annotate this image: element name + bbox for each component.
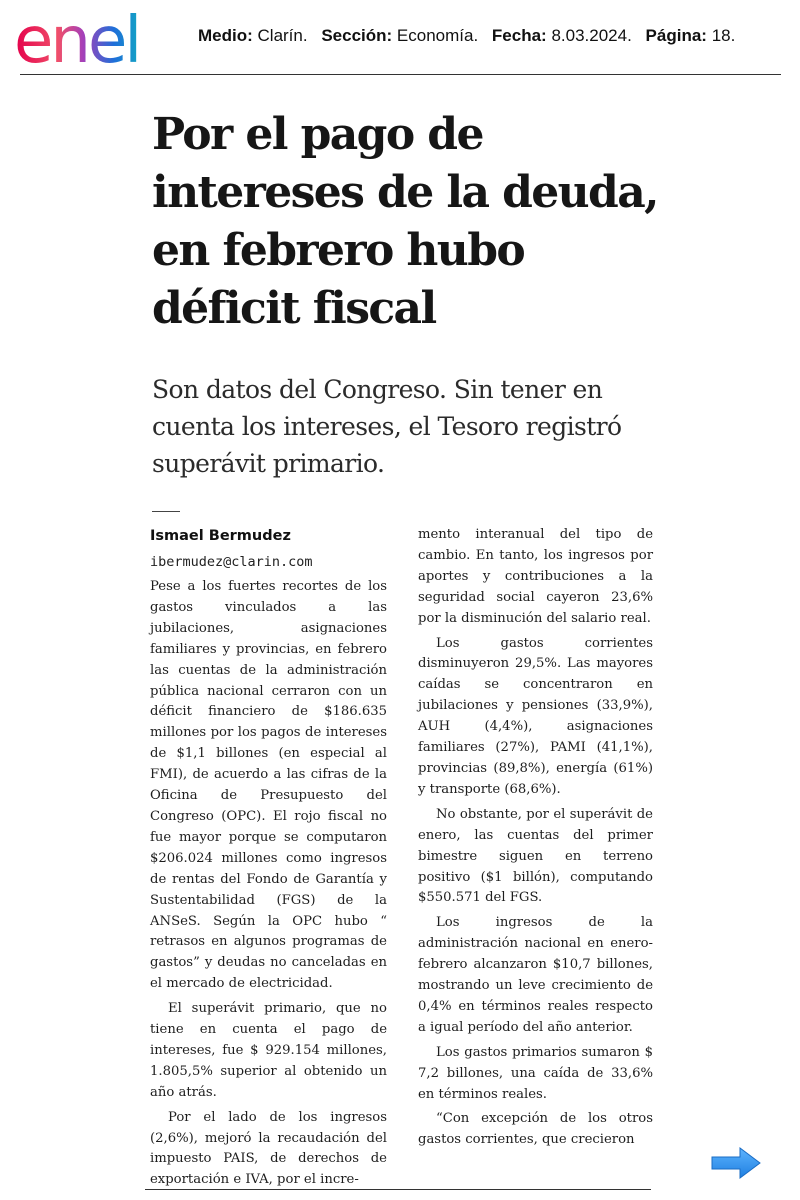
body-paragraph: Los ingresos de la administración nacional en enero-febrero alcanzaron $10,7 billones, mostrando un leve crecimiento de 0,4% en términos reales respecto a igual período del año anterior. — [418, 915, 653, 1035]
body-paragraph: “Con excepción de los otros gastos corrientes, que crecieron — [418, 1111, 653, 1148]
body-paragraph: Por el lado de los ingresos (2,6%), mejoró la recaudación del impuesto PAIS, de derechos de exportación e IVA, por el incre- — [150, 1109, 387, 1188]
next-arrow-icon[interactable] — [710, 1146, 762, 1180]
fecha-value: 8.03.2024. — [551, 26, 632, 45]
byline-divider — [152, 511, 180, 512]
article-column-1 — [150, 525, 387, 1195]
fecha-label: Fecha: — [491, 26, 547, 45]
pagina-value: 18. — [711, 26, 736, 45]
footer-divider — [145, 1189, 651, 1190]
seccion-value: Economía. — [396, 26, 479, 45]
pagina-label: Página: — [645, 26, 707, 45]
header-divider — [20, 74, 781, 75]
body-paragraph: mento interanual del tipo de cambio. En tanto, los ingresos por aportes y contribuciones a la seguridad social cayeron 23,6% por la disminución del salario real. — [418, 527, 653, 626]
article-column-2 — [418, 525, 653, 1155]
body-paragraph: El superávit primario, que no tiene en cuenta el pago de intereses, fue $ 929.154 millones, 1.805,5% superior al obtenido un año atrás. — [150, 1001, 387, 1100]
body-paragraph: Pese a los fuertes recortes de los gastos vinculados a las jubilaciones, asignaciones familiares y provincias, en febrero las cuentas de la administración pública nacional cerraron con un déficit financiero de $186.635 millones por los pagos de intereses de $1,1 billones (en especial al FMI), de acuerdo a las cifras de la Oficina de Presupuesto del Congreso (OPC). El rojo fiscal no fue mayor porque se computaron $206.024 millones como ingresos de rentas del Fondo de Garantía y Sustentabilidad (FGS) de la ANSeS. Según la OPC hubo “ retrasos en algunos programas de gastos” y deudas no canceladas en el mercado de electricidad. — [150, 579, 387, 992]
article-headline: Por el pago de intereses de la deuda, en febrero hubo déficit fiscal — [152, 109, 658, 334]
svg-text:enel: enel — [14, 6, 140, 70]
medio-value: Clarín. — [257, 26, 308, 45]
seccion-label: Sección: — [321, 26, 393, 45]
medio-label: Medio: — [198, 26, 253, 45]
author-name: Ismael Bermudez — [150, 528, 291, 544]
body-paragraph: No obstante, por el superávit de enero, las cuentas del primer bimestre siguen en terreno positivo ($1 billón), computando $550.571 del FGS. — [418, 806, 653, 906]
clipping-header — [0, 0, 800, 80]
body-paragraph: Los gastos primarios sumaron $ 7,2 billones, una caída de 33,6% en términos reales. — [418, 1044, 653, 1102]
body-paragraph: Los gastos corrientes disminuyeron 29,5%. Las mayores caídas se concentraron en jubilaciones y pensiones (33,9%), AUH (4,4%), asignaciones familiares (27%), PAMI (41,1%), provincias (89,8%), energía (61%) y transporte (68,6%). — [418, 635, 653, 797]
author-email: ibermudez@clarin.com — [150, 554, 313, 570]
clipping-metadata — [198, 26, 735, 46]
article-subhead: Son datos del Congreso. Sin tener en cuenta los intereses, el Tesoro registró superávit primario. — [152, 375, 622, 478]
enel-logo — [14, 6, 180, 70]
